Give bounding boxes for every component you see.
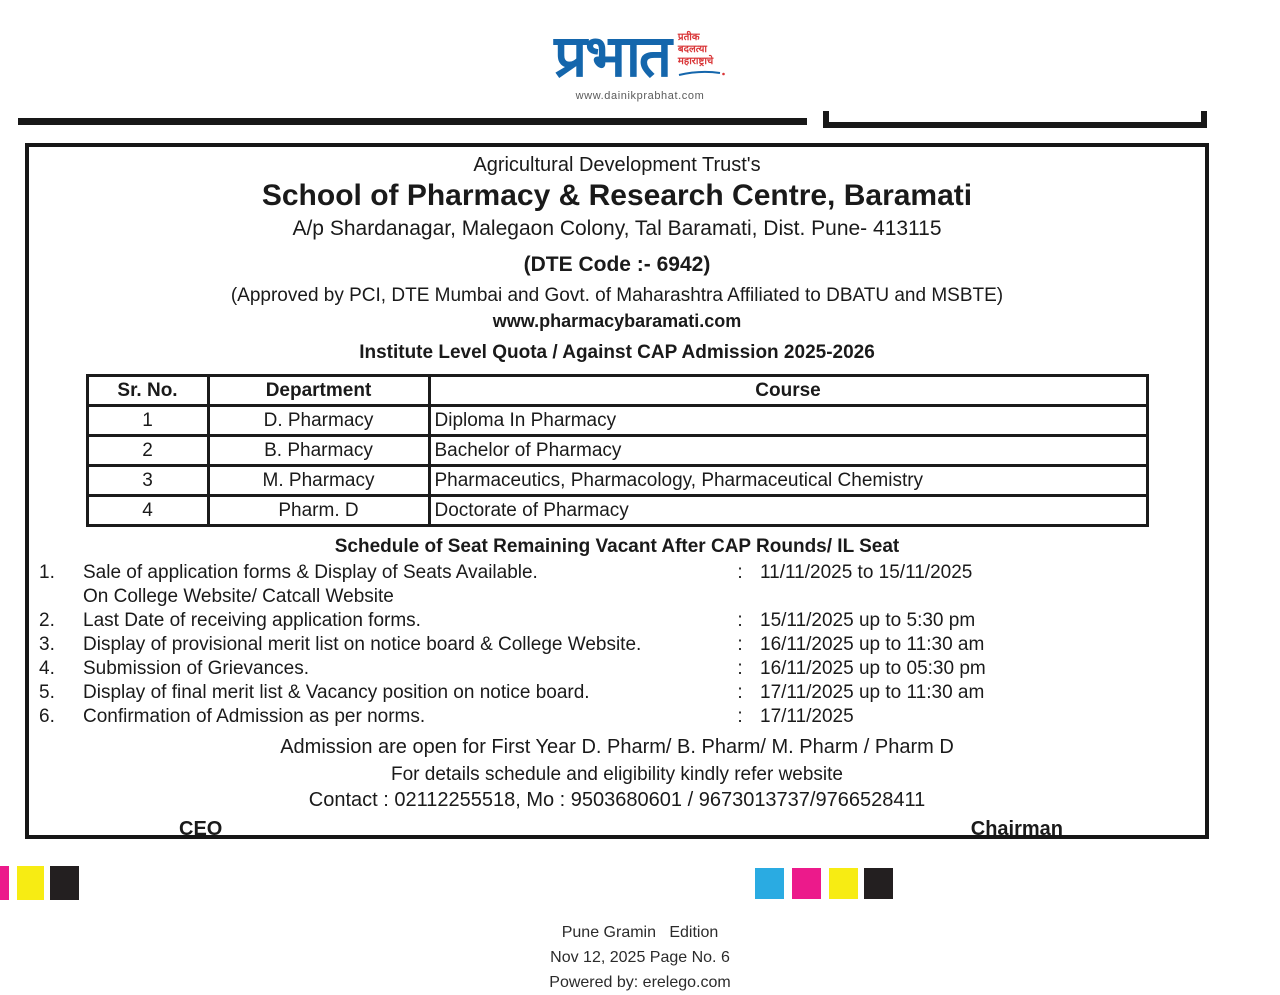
schedule-item-2 [29,609,1205,633]
item-date: 16/11/2025 up to 11:30 am [760,634,985,655]
item-description: Confirmation of Admission as per norms. [83,706,426,727]
cell-course: Doctorate of Pharmacy [429,496,1147,526]
col-header-sr-no: Sr. No. [87,376,208,406]
table-row [87,436,1147,466]
item-colon: : [737,610,743,631]
registration-mark-magenta-right [792,868,821,899]
cell-course: Bachelor of Pharmacy [429,436,1147,466]
trust-name: Agricultural Development Trust's [473,154,761,176]
schedule-item-6 [29,705,1205,729]
schedule-item-3 [29,633,1205,657]
item-date: 17/11/2025 up to 11:30 am [760,682,985,703]
item-colon: : [737,706,743,727]
ceo-signature-label: CEO [179,818,223,840]
approval-line: (Approved by PCI, DTE Mumbai and Govt. of Maharashtra Affiliated to DBATU and MSBTE) [230,285,1004,306]
item-date: 11/11/2025 to 15/11/2025 [760,562,973,583]
cell-course: Pharmaceutics, Pharmacology, Pharmaceutical Chemistry [429,466,1147,496]
item-number: 3. [39,634,55,655]
registration-mark-black-left [50,866,79,900]
item-description: Last Date of receiving application forms. [83,610,421,631]
page-footer [0,920,1280,995]
item-number: 2. [39,610,55,631]
item-description-line-1: Sale of application forms & Display of Seats Available. [83,562,538,583]
col-header-department: Department [208,376,429,406]
prabhat-logo [554,24,726,88]
cell-sr: 3 [87,466,208,496]
tagline-line-3: महाराष्ट्राचे [677,56,714,67]
item-colon: : [737,562,743,583]
date-page-label: Nov 12, 2025 Page No. 6 [550,949,730,966]
institute-address: A/p Shardanagar, Malegaon Colony, Tal Baramati, Dist. Pune- 413115 [292,217,942,240]
col-header-course: Course [429,376,1147,406]
table-row [87,406,1147,436]
item-date: 16/11/2025 up to 05:30 pm [760,658,986,679]
cell-department: B. Pharmacy [208,436,429,466]
prabhat-logo-text: प्रभात [554,22,670,90]
registration-mark-magenta-left [0,866,9,900]
chairman-signature-label: Chairman [970,818,1063,840]
powered-by-label: Powered by: erelego.com [549,974,731,991]
cell-department: D. Pharmacy [208,406,429,436]
quota-heading: Institute Level Quota / Against CAP Admission 2025-2026 [359,342,875,363]
item-colon: : [737,634,743,655]
advertisement-box [25,143,1209,839]
logo-tagline [678,32,726,77]
registration-mark-yellow-right [829,868,858,899]
table-row [87,466,1147,496]
details-line: For details schedule and eligibility kindly refer website [390,764,843,785]
item-colon: : [737,682,743,703]
admission-open-line: Admission are open for First Year D. Pharm/ B. Pharm/ M. Pharm / Pharm D [280,736,954,758]
item-date: 17/11/2025 [760,706,854,727]
contact-line: Contact : 02112255518, Mo : 9503680601 / 9673013737/9766528411 [308,789,926,811]
cell-sr: 2 [87,436,208,466]
registration-mark-yellow-left [17,866,44,900]
item-number: 1. [39,562,55,583]
signature-row [29,818,1205,841]
institute-title: School of Pharmacy & Research Centre, Baramati [261,179,973,212]
item-description: Display of final merit list & Vacancy position on notice board. [83,682,590,703]
schedule-item-1 [29,561,1205,609]
tagline-line-1: प्रतीक [677,32,700,43]
newspaper-masthead [0,24,1280,102]
cell-department: Pharm. D [208,496,429,526]
schedule-list [29,561,1205,729]
tagline-line-2: बदलत्या [677,44,708,55]
tagline-swoosh-icon [678,69,726,77]
registration-mark-cyan-right [755,868,784,899]
registration-mark-black-right [864,868,893,899]
item-description [83,561,720,609]
masthead-website: www.dainikprabhat.com [575,90,705,102]
item-number: 6. [39,706,55,727]
separator-bracket-right [823,111,1207,128]
cell-course: Diploma In Pharmacy [429,406,1147,436]
item-description-line-2: On College Website/ Catcall Website [83,586,394,607]
item-description: Submission of Grievances. [83,658,309,679]
cell-department: M. Pharmacy [208,466,429,496]
item-date: 15/11/2025 up to 5:30 pm [760,610,976,631]
edition-label: Pune Gramin Edition [561,924,719,941]
table-row [87,496,1147,526]
item-colon: : [737,658,743,679]
courses-table-header-row [87,376,1147,406]
dte-code: (DTE Code :- 6942) [523,253,711,276]
courses-table [86,374,1149,527]
separator-line-left [18,118,807,125]
cell-sr: 4 [87,496,208,526]
schedule-heading: Schedule of Seat Remaining Vacant After CAP Rounds/ IL Seat [334,536,900,557]
institute-website: www.pharmacybaramati.com [492,311,742,331]
item-description: Display of provisional merit list on notice board & College Website. [83,634,642,655]
item-number: 4. [39,658,55,679]
schedule-item-4 [29,657,1205,681]
item-number: 5. [39,682,55,703]
schedule-item-5 [29,681,1205,705]
cell-sr: 1 [87,406,208,436]
